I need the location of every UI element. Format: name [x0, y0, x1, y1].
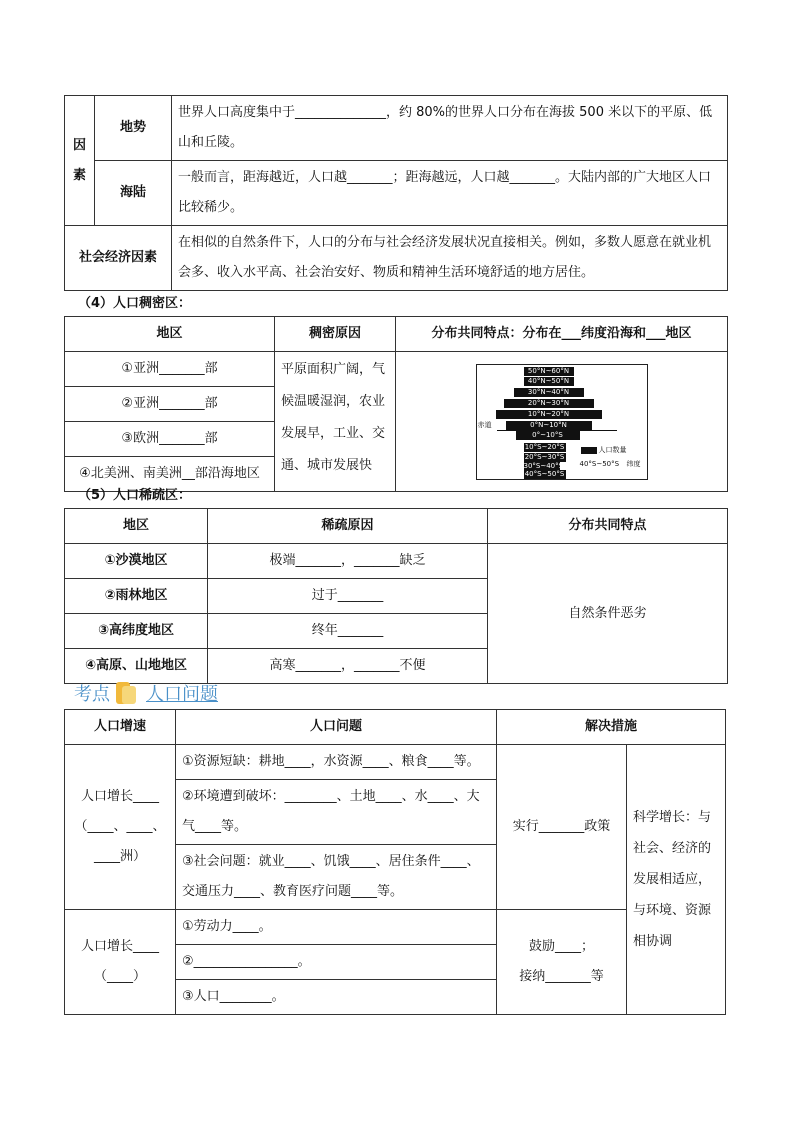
band-10s-20s: 10°S~20°S — [524, 442, 565, 451]
band-0-10s: 0°~10°S — [516, 431, 580, 440]
fast-problem-1: ①资源短缺：耕地____，水资源____、粮食____等。 — [176, 745, 497, 780]
slow-measure-2: 接纳_______等 — [519, 969, 604, 984]
sparse-header-common: 分布共同特点 — [488, 509, 728, 544]
scientific-growth: 科学增长：与社会、经济的发展相适应，与环境、资源相协调 — [627, 745, 726, 1015]
dense-region-1: ①亚洲_______部 — [65, 352, 275, 387]
factors-table — [64, 95, 728, 291]
dense-header-common-text: 分布共同特点：分布在___纬度沿海和___地区 — [431, 326, 692, 341]
fast-label-3: ____洲） — [93, 849, 146, 864]
band-20n-30n: 20°N~30°N — [504, 399, 594, 408]
slow-label-2: （____） — [93, 969, 146, 984]
terrain-text: 世界人口高度集中于______________，约 80%的世界人口分布在海拔 500 米以下的平原、低山和丘陵。 — [172, 96, 728, 161]
factor-label: 因素 — [72, 137, 86, 183]
legend-count-label: 人口数量 — [598, 445, 627, 454]
sparse-region-4: ④高原、山地地区 — [65, 649, 208, 684]
landsea-text: 一般而言，距海越近，人口越_______；距海越远，人口越_______。大陆内部的广大地区人口比较稀少。 — [172, 161, 728, 226]
section4-title: （4）人口稠密区： — [78, 296, 192, 311]
sparse-region-3: ③高纬度地区 — [65, 614, 208, 649]
band-40n-50n: 40°N~50°N — [524, 377, 574, 386]
dense-header-common — [396, 317, 728, 352]
dense-chart-cell — [396, 352, 728, 492]
slow-measure-1: 鼓励____； — [528, 939, 594, 954]
dense-region-3: ③欧洲_______部 — [65, 422, 275, 457]
dense-table — [64, 316, 728, 492]
issues-header-speed: 人口增速 — [65, 710, 176, 745]
slow-measure-cell — [497, 910, 627, 1015]
band-30s-40s: 30°S~40°S — [523, 461, 564, 470]
legend-lat-label: 纬度 — [626, 459, 641, 468]
sparse-region-2: ②雨林地区 — [65, 579, 208, 614]
sparse-header-reason: 稀疏原因 — [208, 509, 488, 544]
dense-region-4: ④北美洲、南美洲__部沿海地区 — [65, 457, 275, 492]
kaodian-logo-icon — [116, 680, 138, 706]
fast-problem-2: ②环境遭到破坏：________、土地____、水____、大气____等。 — [176, 780, 497, 845]
legend-swatch — [581, 447, 597, 454]
section5-title: （5）人口稀疏区： — [78, 488, 192, 503]
slow-label-1: 人口增长____ — [80, 939, 159, 954]
sparse-reason-1: 极端_______，_______缺乏 — [208, 544, 488, 579]
latitude-population-chart — [476, 364, 648, 480]
band-0n-10n: 0°N~10°N — [506, 421, 592, 430]
sparse-table — [64, 508, 728, 684]
terrain-label: 地势 — [95, 96, 172, 161]
band-30n-40n: 30°N~40°N — [514, 388, 584, 397]
issues-header-measure: 解决措施 — [497, 710, 726, 745]
sparse-reason-4: 高寒_______，_______不便 — [208, 649, 488, 684]
fast-growth-cell — [65, 745, 176, 910]
issues-header-problem: 人口问题 — [176, 710, 497, 745]
sparse-common: 自然条件恶劣 — [488, 544, 728, 684]
band-40s-50s: 40°S~50°S — [524, 469, 565, 478]
dense-header-region: 地区 — [65, 317, 275, 352]
dense-header-reason: 稠密原因 — [275, 317, 396, 352]
population-issues-table — [64, 709, 726, 1015]
slow-problem-3: ③人口________。 — [176, 980, 497, 1015]
kaodian-label: 考点 — [74, 684, 110, 705]
band-50n-60n: 50°N~60°N — [524, 367, 574, 376]
factor-cell — [65, 96, 95, 226]
landsea-label: 海陆 — [95, 161, 172, 226]
kaodian-header — [74, 678, 218, 708]
dense-region-2: ②亚洲_______部 — [65, 387, 275, 422]
equator-label: 赤道 — [477, 420, 492, 429]
social-text: 在相似的自然条件下，人口的分布与社会经济发展状况直接相关。例如，多数人愿意在就业机会多、收入水平高、社会治安好、物质和精神生活环境舒适的地方居住。 — [172, 226, 728, 291]
sparse-header-region: 地区 — [65, 509, 208, 544]
sparse-reason-3: 终年_______ — [208, 614, 488, 649]
social-label: 社会经济因素 — [65, 226, 172, 291]
legend-range-label: 40°S~50°S — [579, 459, 620, 468]
band-10n-20n: 10°N~20°N — [496, 410, 602, 419]
slow-problem-2: ②________________。 — [176, 945, 497, 980]
band-20s-30s: 20°S~30°S — [524, 452, 565, 461]
fast-problem-3: ③社会问题：就业____、饥饿____、居住条件____、交通压力____、教育医疗问题____等。 — [176, 845, 497, 910]
fast-label-1: 人口增长____ — [80, 789, 159, 804]
kaodian-topic: 人口问题 — [146, 684, 218, 705]
fast-label-2: （____、____、 — [74, 819, 166, 834]
slow-problem-1: ①劳动力____。 — [176, 910, 497, 945]
slow-growth-cell — [65, 910, 176, 1015]
sparse-reason-2: 过于_______ — [208, 579, 488, 614]
sparse-region-1: ①沙漠地区 — [65, 544, 208, 579]
fast-measure: 实行_______政策 — [497, 745, 627, 910]
dense-reason: 平原面积广阔，气候温暖湿润，农业发展早，工业、交通、城市发展快 — [275, 352, 396, 492]
